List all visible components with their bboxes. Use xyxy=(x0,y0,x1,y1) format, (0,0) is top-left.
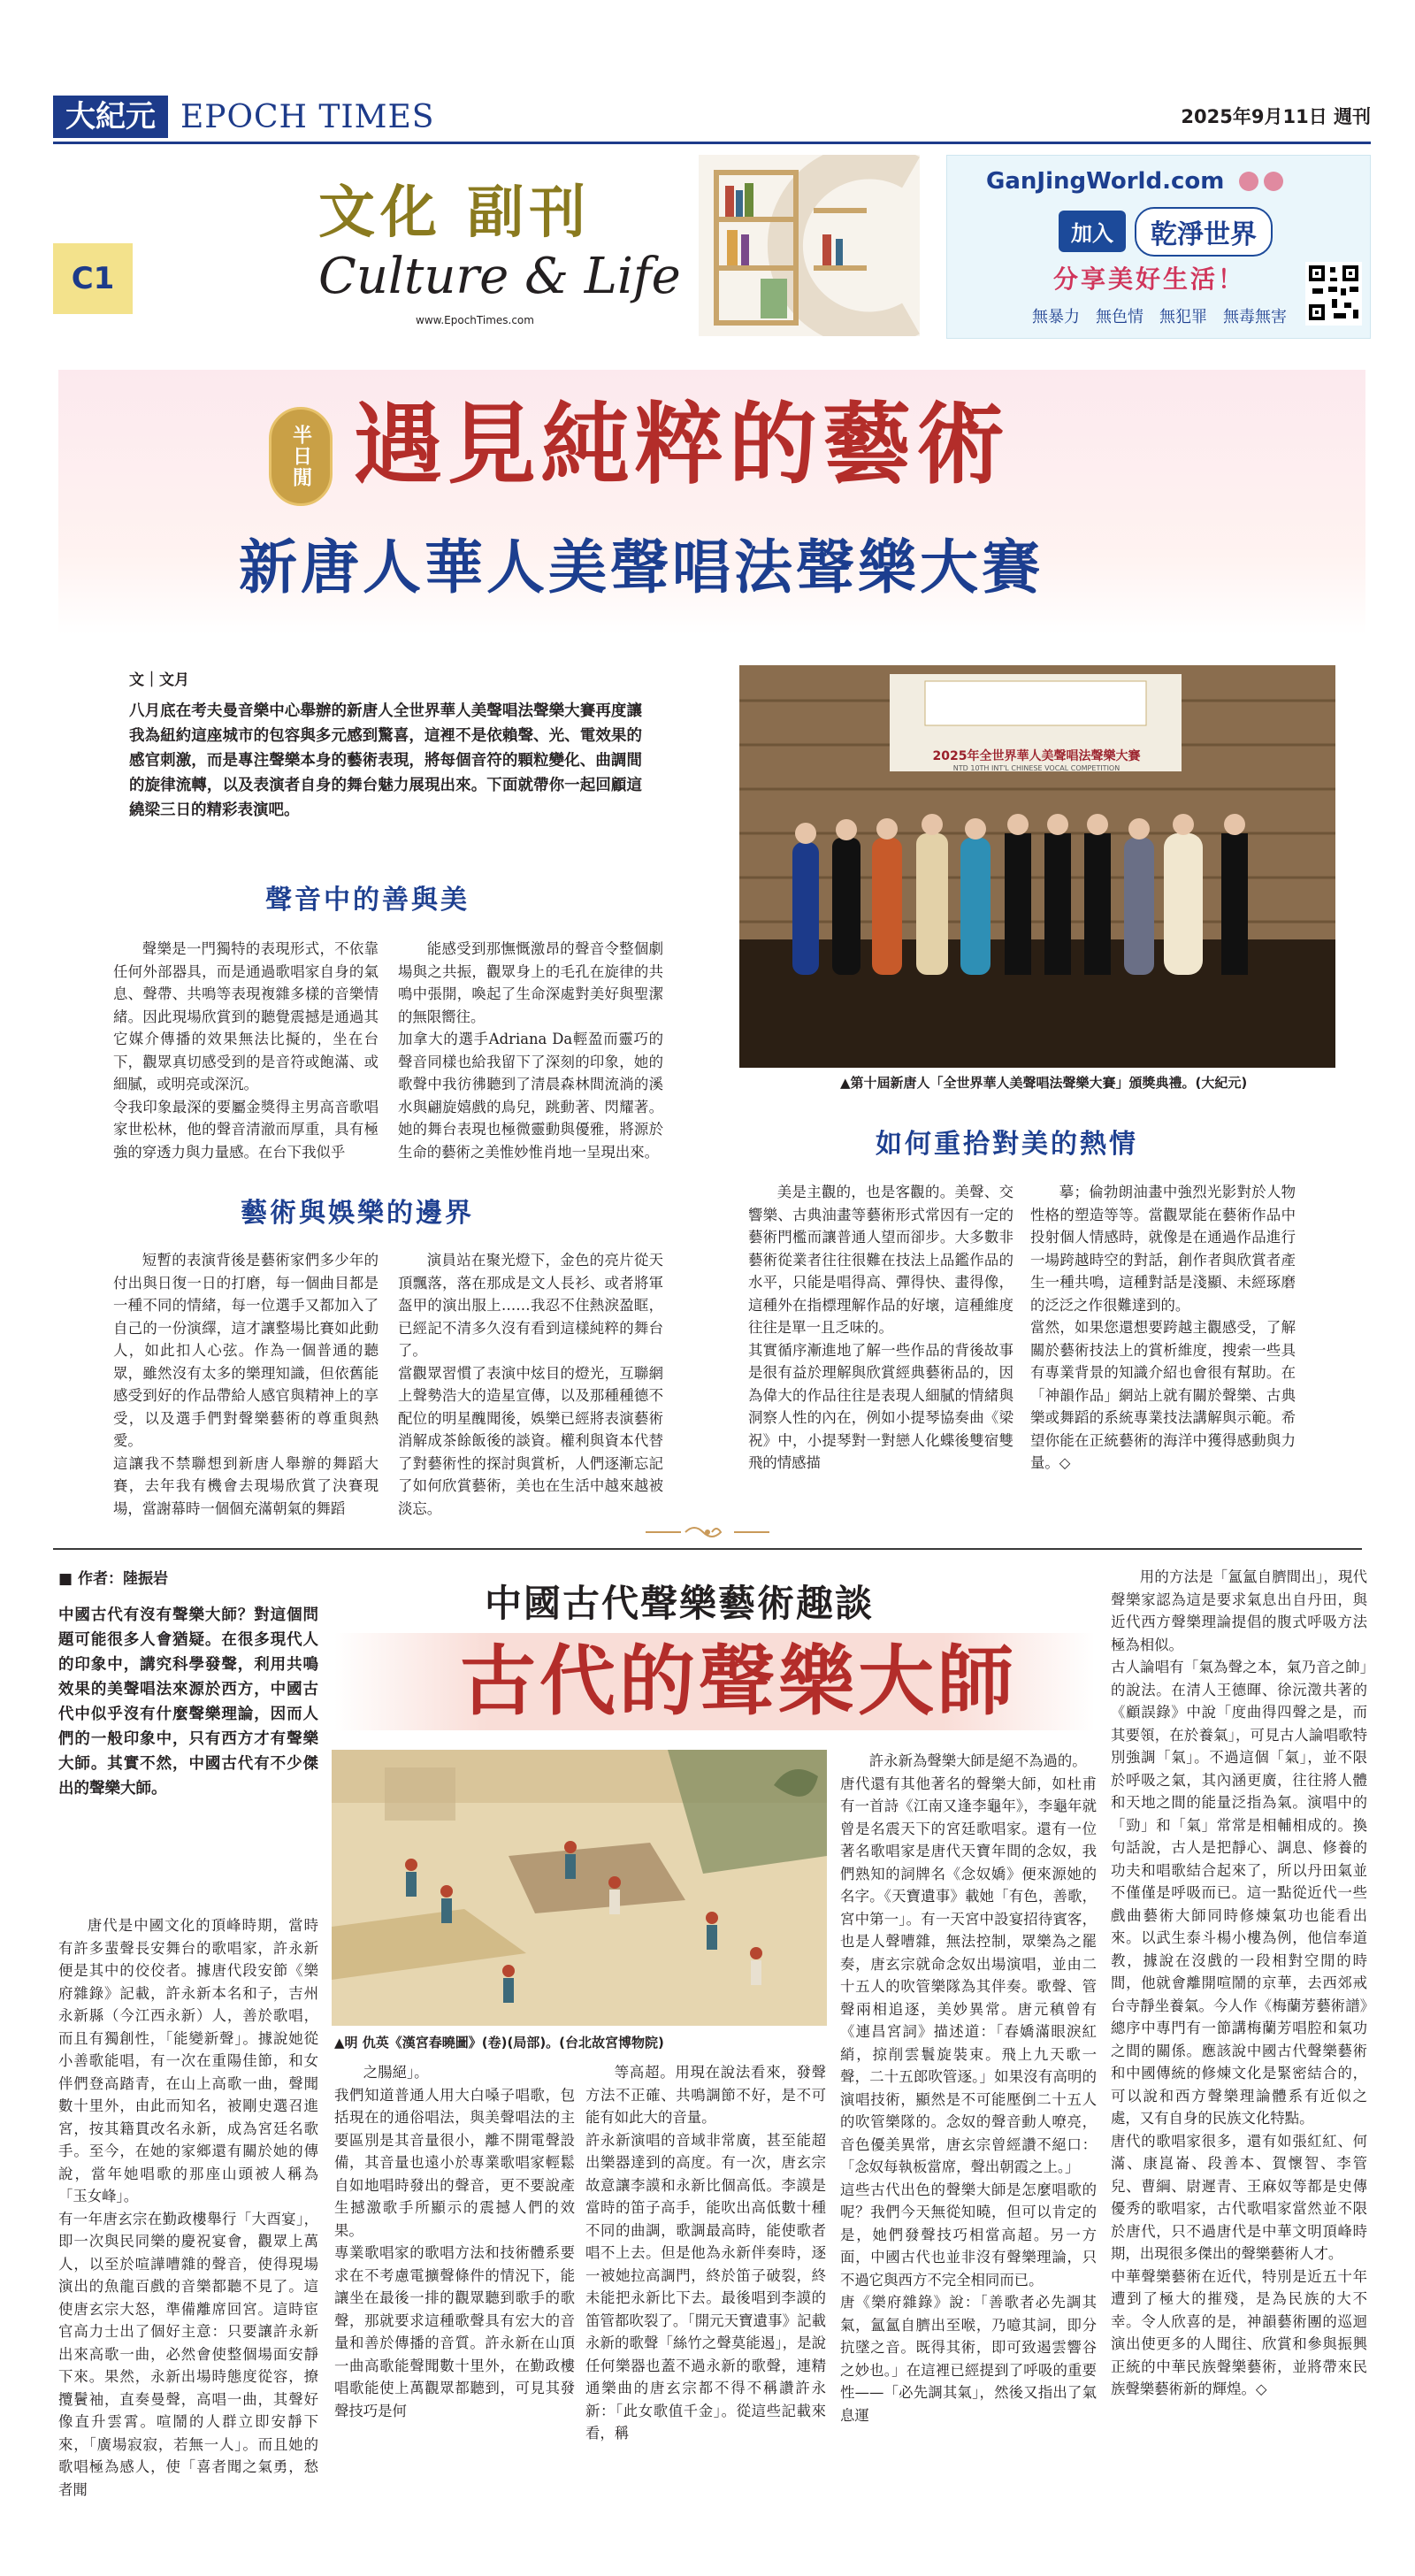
section-rule xyxy=(53,1548,1362,1550)
article2-col2: 之腸絕」。 我們知道普通人用大白嗓子唱歌，包括現在的通俗唱法，與美聲唱法的主要區別是其音量很小，離不開電聲設備，其音量也遠小於專業歌唱家輕鬆自如地唱時發出的聲音，更不要說產生撼激歌手所顯示的震撼人們的效果。 專業歌唱家的歌唱方法和技術體系要求在不考慮電擴聲條件的情況下，能讓坐在最後一排的觀眾聽到歌手的歌聲，那就要求這種歌聲具有宏大的音量和善於傳播的音質。許永新在山頂一曲高歌能聲聞數十里外，在勤政樓唱歌能使上萬觀眾都聽到，可見其發聲技巧是何 xyxy=(334,2064,575,2419)
feature-s3-col2: 摹；倫勃朗油畫中強烈光影對於人物性格的塑造等等。當觀眾能在藝術作品中投射個人情感時，就像是在通過作品進行一場跨越時空的對話，創作者與欣賞者產生一種共鳴，這種對話是淺顯、未經琢磨的泛泛之作很難達到的。 當然，如果您還想要跨越主觀感受，了解關於藝術技法上的賞析維度，搜索一些具有專業背景的知識介紹也會很有幫助。在「神韻作品」網站上就有關於聲樂、古典樂或舞蹈的系統專業技法講解與示範。希望你能在正統藝術的海洋中獲得感動與力量。◇ xyxy=(1030,1184,1296,1471)
feature-s2-col1: 短暫的表演背後是藝術家們多少年的付出與日復一日的打磨，每一個曲目都是一種不同的情緒，每一位選手又都加入了自己的一份演繹，這才讓整場比賽如此動人，如此扣人心弦。作為一個普通的聽眾，雖然沒有太多的樂理知識，但依舊能感受到好的作品帶給人感官與精神上的享受，以及選手們對聲樂藝術的尊重與熱愛。 這讓我不禁聯想到新唐人舉辦的舞蹈大賽，去年我有機會去現場欣賞了決賽現場，當謝幕時一個個充滿朝氣的舞蹈 xyxy=(113,1252,379,1517)
article2-lead: 中國古代有沒有聲樂大師？對這個問題可能很多人會猶疑。在很多現代人的印象中，講究科學發聲，利用共鳴效果的美聲唱法來源於西方，中國古代中似乎沒有什麼聲樂理論，因而人們的一般印象中，只有西方才有聲樂大師。其實不然，中國古代有不少傑出的聲樂大師。 xyxy=(58,1606,318,1798)
subhead-3: 如何重拾對美的熱情 xyxy=(876,1129,1138,1160)
subhead-2: 藝術與娛樂的邊界 xyxy=(241,1198,474,1229)
section-title-cn: 文化 副刊 xyxy=(318,180,592,246)
feature-byline: 文｜文月 xyxy=(129,671,189,689)
ad-tags: 無暴力 無色情 無犯罪 無毒無害 xyxy=(1032,308,1287,326)
ad-site: GanJingWorld.com xyxy=(986,168,1225,195)
award-photo xyxy=(739,665,1335,1068)
ad-join: 加入 xyxy=(1059,211,1126,252)
painting-image xyxy=(332,1750,827,2026)
seal-logo xyxy=(269,407,333,506)
logo-cn: 大紀元 xyxy=(53,96,168,138)
masthead xyxy=(53,80,1371,345)
section-header xyxy=(53,155,929,339)
painting-caption: ▲明 仇英《漢宮春曉圖》(卷)(局部)。(台北故宮博物院) xyxy=(334,2035,664,2051)
feature-lead: 八月底在考夫曼音樂中心舉辦的新唐人全世界華人美聲唱法聲樂大賽再度讓我為紐約這座城市的包容與多元感到驚喜，這裡不是依賴聲、光、電效果的感官刺激，而是專注聲樂本身的藝術表現，將每個音符的顆粒變化、曲調間的旋律流轉，以及表演者自身的舞台魅力展現出來。下面就帶你一起回顧這繞梁三日的精彩表演吧。 xyxy=(129,702,642,819)
feature-subtitle: 新唐人華人美聲唱法聲樂大賽 xyxy=(239,533,1044,602)
ad-world: 乾淨世界 xyxy=(1135,207,1273,257)
ganjing-ad[interactable] xyxy=(946,155,1371,339)
page-number: C1 xyxy=(53,243,133,314)
feature-s2-col2: 演員站在聚光燈下，金色的亮片從天頂飄落，落在那成是文人長衫、或者將軍盔甲的演出服上……我忍不住熱淚盈眶，已經記不清多久沒有看到這樣純粹的舞台了。 當觀眾習慣了表演中炫目的燈光，互聯網上聲勢浩大的造星宣傳，以及那種種德不配位的明星醜聞後，娛樂已經將表演藝術消解成茶餘飯後的談資。權利與資本代替了對藝術性的探討與賞析，人們逐漸忘記了如何欣賞藝術，美也在生活中越來越被淡忘。 xyxy=(398,1252,663,1517)
photo-banner-cn: 2025年全世界華人美聲唱法聲樂大賽 xyxy=(932,749,1141,763)
feature-s1-col1: 聲樂是一門獨特的表現形式，不依靠任何外部器具，而是通過歌唱家自身的氣息、聲帶、共鳴等表現複雜多樣的音樂情緒。因此現場欣賞到的聽覺震撼是通過其它媒介傳播的效果無法比擬的，坐在台下，觀眾真切感受到的是音符或飽滿、或細膩，或明亮或深沉。 令我印象最深的要屬金獎得主男高音歌唱家世松林，他的聲音清澈而厚重，具有極強的穿透力與力量感。在台下我似乎 xyxy=(113,940,379,1161)
article2-title: 古代的聲樂大師 xyxy=(460,1637,1017,1726)
share-icon xyxy=(1264,172,1283,191)
ornament-divider xyxy=(646,1523,769,1541)
feature-s1-col2: 能感受到那憮慨激昂的聲音令整個劇場與之共振，觀眾身上的毛孔在旋律的共鳴中張開，喚起了生命深處對美好與聖潔的無限嚮往。 加拿大的選手Adriana Da輕盈而靈巧的聲音同樣也給我留下了深刻的印象，她的歌聲中我彷彿聽到了清晨森林間流淌的溪水與翩旋嬉戲的鳥兒，跳動著、閃耀著。她的舞台表現也極微靈動與優雅，將源於生命的藝術之美惟妙惟肖地一呈現出來。 xyxy=(398,940,663,1161)
section-title-en: Culture & Life xyxy=(318,248,681,305)
subhead-1: 聲音中的善與美 xyxy=(265,885,470,916)
logo[interactable] xyxy=(53,96,434,138)
site-url[interactable]: www.EpochTimes.com xyxy=(416,314,534,326)
article2-col3: 等高超。用現在說法看來，發聲方法不正確、共鳴調節不好，是不可能有如此大的音量。 許永新演唱的音域非常廣，甚至能超出樂器達到的高度。有一次，唐玄宗故意讓李謨和永新比個高低。李謨是當時的笛子高手，能吹出高低數十種不同的曲調，歌調最高時，能使歌者唱不上去。但是他為永新伴奏時，逐一被她拉高調門，終於笛子破裂，終未能把永新比下去。最後唱到李謨的笛管都吹裂了。「開元天寶遺事》記載永新的歌聲「絲竹之聲莫能遏」，是說任何樂器也蓋不過永新的歌聲，連精通樂曲的唐玄宗都不得不稱讚許永新：「此女歌值千金」。從這些記載來看，稱 xyxy=(585,2064,826,2442)
article2-series: 中國古代聲樂藝術趣談 xyxy=(485,1582,875,1625)
photo-banner-en: NTD 10TH INT'L CHINESE VOCAL COMPETITION xyxy=(952,764,1121,772)
article2-col4: 許永新為聲樂大師是絕不為過的。 唐代還有其他著名的聲樂大師，如杜甫有一首詩《江南又逢李龜年》，李龜年就曾是名震天下的宮廷歌唱家。還有一位著名歌唱家是唐代天寶年間的念奴，我們熟知的詞牌名《念奴嬌》便來源她的名字。《天寶遺事》載她「有色，善歌，宮中第一」。有一天宮中設宴招待賓客，也是人聲嘈雜，無法控制，眾樂為之罷奏，唐玄宗就命念奴出場演唱，並由二十五人的吹管樂隊為其伴奏。歌聲、管聲兩相追逐，美妙異常。唐元稹曾有《連昌宮詞》描述道：「春嬌滿眼淚紅綃，掠削雲鬟旋裝束。飛上九天歌一聲，二十五郎吹管逐。」如果沒有高明的演唱技術，顯然是不可能壓倒二十五人的吹管樂隊的。念奴的聲音動人嘹亮，音色優美異常，唐玄宗曾經讚不絕口：「念奴每執板當席，聲出朝霞之上。」 這些古代出色的聲樂大師是怎麼唱歌的呢？我們今天無從知曉，但可以肯定的是，她們發聲技巧相當高超。另一方面，中國古代也並非沒有聲樂理論，只不過它與西方不完全相同而已。 唐《樂府雜錄》說：「善歌者必先調其氣，氳氳自臍出至喉，乃噫其詞，即分抗墜之音。既得其術，即可致遏雲響谷之妙也。」在這裡已經提到了呼吸的重要性——「必先調其氣」，然後又指出了氣息運 xyxy=(840,1752,1097,2424)
bookshelf-art xyxy=(699,155,920,336)
top-rule xyxy=(53,142,1371,144)
ad-slogan: 分享美好生活！ xyxy=(1053,264,1246,294)
article2-author: ■ 作者：陸振岩 xyxy=(58,1570,168,1588)
article2-col1: 唐代是中國文化的頂峰時期，當時有許多蜚聲長安舞台的歌唱家，許永新便是其中的佼佼者。據唐代段安節《樂府雜錄》記載，許永新本名和子，吉州永新縣（今江西永新）人，善於歌唱，而且有獨創性，「能變新聲」。據說她從小善歌能唱，有一次在重陽佳節，和女伴們登高踏青，在山上高歌一曲，聲聞數十里外，由此而知名，被剛史選召進宮，按其籍貫改名永新，成為宮廷名歌手。至今，在她的家鄉還有關於她的傳說，當年她唱歌的那座山頭被人稱為「玉女峰」。 有一年唐玄宗在勤政樓舉行「大酉宴」，即一次與民同樂的慶祝宴會，觀眾上萬人，以至於喧譁嘈雜的聲音，使得現場演出的魚龍百戲的音樂都聽不見了。這使唐玄宗大怒，準備離席回宮。這時宦官高力士出了個好主意：只要讓許永新出來高歌一曲，必然會使整個場面安靜下來。果然，永新出場時態度從容，撩攬鬢袖，直奏曼聲，高唱一曲，其聲好像直升雲霄。喧鬧的人群立即安靜下來，「廣場寂寂，若無一人」。而且她的歌唱極為感人，使「喜者聞之氣勇，愁者聞 xyxy=(58,1917,318,2498)
seal-text: 半日閒 xyxy=(289,425,312,488)
qr-code[interactable] xyxy=(1305,262,1362,326)
feature-title: 遇見純粹的藝術 xyxy=(354,393,1010,496)
issue-date: 2025年9月11日 週刊 xyxy=(1181,106,1371,127)
article2-col5: 用的方法是「氳氳自臍間出」，現代聲樂家認為這是要求氣息出自丹田，與近代西方聲樂理論提倡的腹式呼吸方法極為相似。 古人論唱有「氣為聲之本，氣乃音之帥」的說法。在清人王德暉、徐沅澂共著的《顧誤錄》中說「度曲得四聲之是，而其要領，在於養氣」，可見古人論唱歌特別強調「氣」。不過這個「氣」，並不限於呼吸之氣，其內涵更廣，往往將人體和天地之間的能量泛指為氣。演唱中的「勁」和「氣」常常是相輔相成的。換句話說，古人是把靜心、調息、修養的功夫和唱歌結合起來了，所以丹田氣並不僅僅是呼吸而已。這一點從近代一些戲曲藝術大師同時修煉氣功也能看出來。以武生泰斗楊小樓為例，他信奉道教，據說在沒戲的一段相對空閒的時間，他就會離開喧鬧的京華，去西郊戒台寺靜坐養氣。今人作《梅蘭芳藝術譜》總序中專門有一節講梅蘭芳唱腔和氣功之間的關係。應該說中國古代聲樂藝術和中國傳統的修煉文化是緊密結合的，可以說和西方聲樂理論體系有近似之處，又有自身的民族文化特點。 唐代的歌唱家很多，還有如張紅紅、何滿、康崑崙、段善本、賀懷智、李管兒、曹綱、尉遲青、王麻奴等都是史傳優秀的歌唱家，古代歌唱家當然並不限於唐代，只不過唐代是中華文明頂峰時期，出現很多傑出的聲樂藝術人才。 中華聲樂藝術在近代，特別是近五十年遭到了極大的摧殘，是為民族的大不幸。令人欣喜的是，神韻藝術團的巡迴演出使更多的人聞往、欣賞和參與振興正統的中華民族聲樂藝術，並將帶來民族聲樂藝術新的輝煌。◇ xyxy=(1111,1568,1367,2397)
logo-en: EPOCH TIMES xyxy=(180,98,435,135)
play-icon xyxy=(1239,172,1258,191)
photo-caption: ▲第十屆新唐人「全世界華人美聲唱法聲樂大賽」頒獎典禮。(大紀元) xyxy=(840,1075,1248,1091)
feature-s3-col1: 美是主觀的，也是客觀的。美聲、交響樂、古典油畫等藝術形式常因有一定的藝術門檻而讓普通人望而卻步。大多數非藝術從業者往往很難在技法上品鑑作品的水平，只能是唱得高、彈得快、畫得像，這種外在指標理解作品的好壞，這種維度往往是單一且乏味的。 其實循序漸進地了解一些作品的背後故事是很有益於理解與欣賞經典藝術品的，因為偉大的作品往往是表現人細膩的情緒與洞察人性的內在，例如小提琴協奏曲《梁祝》中，小提琴對一對戀人化蝶後雙宿雙飛的情感描 xyxy=(748,1184,1013,1471)
